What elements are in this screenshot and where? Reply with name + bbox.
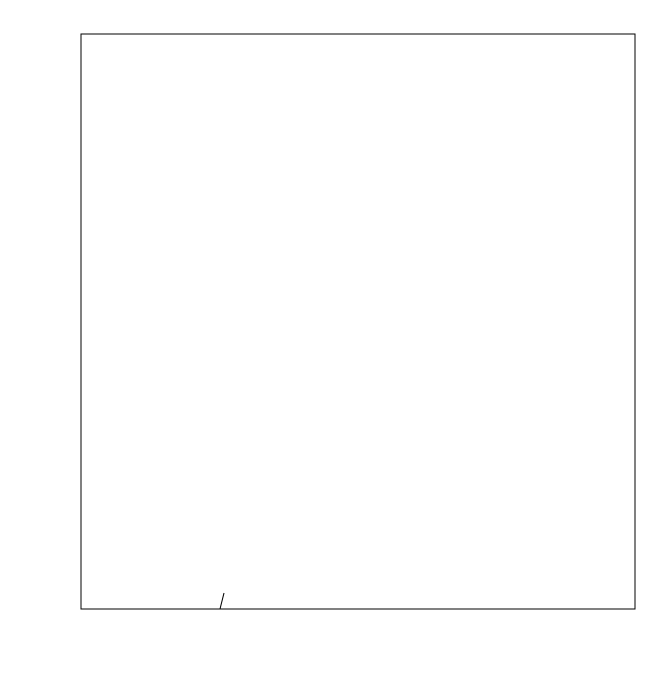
leader-line [220,593,224,609]
diagram-frame [81,34,635,609]
